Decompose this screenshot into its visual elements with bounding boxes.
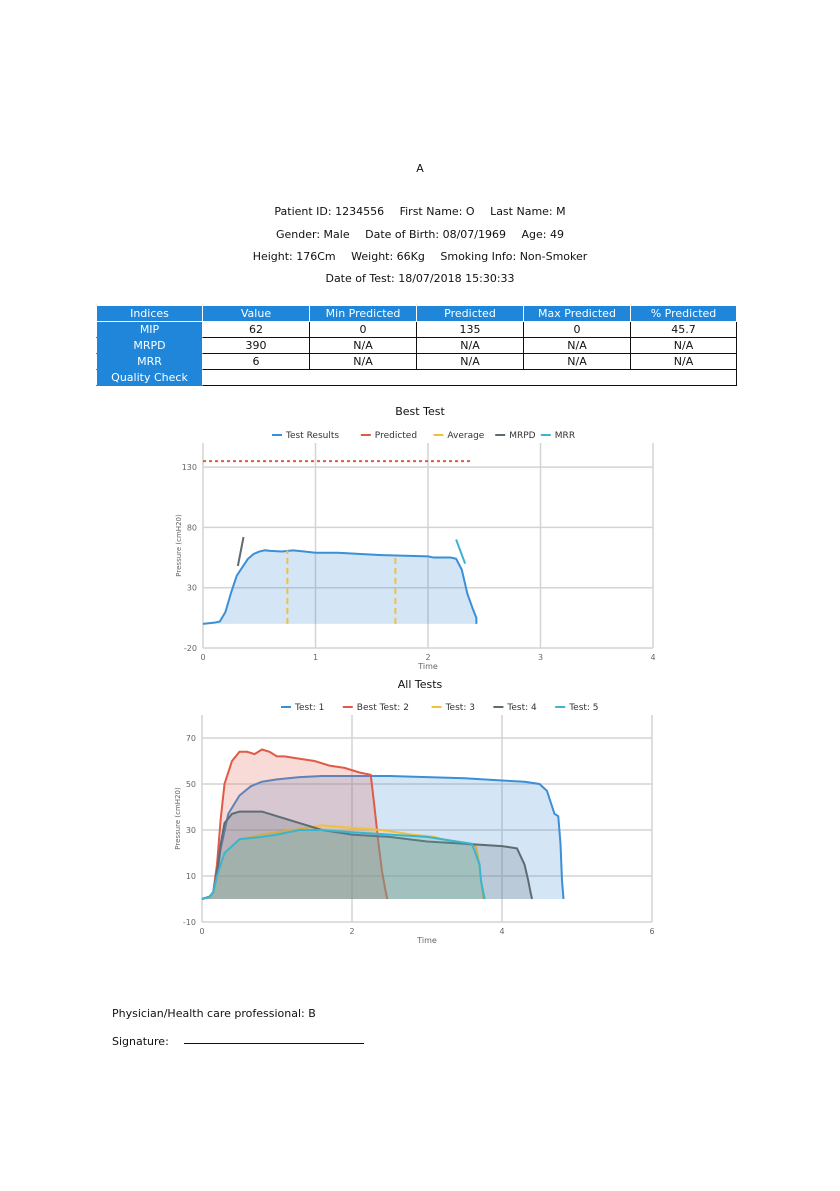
legend-label: Best Test: 2 [356, 703, 409, 713]
table-cell: N/A [631, 354, 737, 370]
table-cell: N/A [417, 338, 524, 354]
row-label: MRR [97, 354, 203, 370]
row-label: MRPD [97, 338, 203, 354]
y-tick-label: 30 [186, 583, 197, 593]
series-area-test-5 [202, 830, 485, 899]
header-predicted: Predicted [417, 306, 524, 322]
y-tick-label: -20 [183, 644, 197, 653]
patient-id: Patient ID: 1234556 [274, 205, 385, 218]
weight: Weight: 66Kg [351, 250, 425, 263]
patient-line-1 [0, 205, 840, 218]
table-cell: 6 [203, 354, 310, 370]
x-tick-label: 2 [349, 927, 355, 936]
physician-line: Physician/Health care professional: B [112, 1007, 316, 1020]
legend-label: Predicted [374, 431, 418, 441]
x-tick-label: 1 [312, 653, 319, 662]
header-value: Value [203, 306, 310, 322]
legend-label: Average [447, 431, 485, 441]
x-axis-label: Time [418, 662, 438, 671]
legend-label: MRR [554, 431, 576, 441]
indices-table [96, 305, 737, 386]
header-min-predicted: Min Predicted [310, 306, 417, 322]
age: Age: 49 [521, 228, 564, 241]
series-area-test-results [203, 550, 476, 624]
signature-line[interactable] [184, 1043, 364, 1044]
x-tick-label: 4 [650, 653, 656, 662]
x-tick-label: 0 [199, 927, 205, 936]
table-cell: 62 [203, 322, 310, 338]
patient-line-2 [0, 228, 840, 241]
smoking-info: Smoking Info: Non-Smoker [440, 250, 588, 263]
quality-check-cell [203, 370, 737, 386]
table-cell: 390 [203, 338, 310, 354]
row-label: Quality Check [97, 370, 203, 386]
x-axis-label: Time [417, 936, 437, 945]
y-tick-label: -10 [182, 918, 196, 927]
y-tick-label: 10 [185, 872, 196, 881]
table-cell: 135 [417, 322, 524, 338]
series-line-mrpd [238, 537, 244, 566]
report-title: A [416, 162, 424, 175]
date-of-test: Date of Test: 18/07/2018 15:30:33 [325, 272, 515, 285]
table-cell: 45.7 [631, 322, 737, 338]
table-cell: N/A [417, 354, 524, 370]
table-cell: N/A [524, 338, 631, 354]
table-row [97, 354, 737, 370]
header-max-predicted: Max Predicted [524, 306, 631, 322]
y-axis-label: Pressure (cmH20) [175, 514, 183, 577]
table-cell: N/A [631, 338, 737, 354]
signature-label: Signature: [112, 1035, 169, 1048]
x-tick-label: 2 [425, 653, 431, 662]
legend-label: Test: 4 [507, 703, 537, 713]
table-row [97, 338, 737, 354]
height: Height: 176Cm [252, 250, 336, 263]
table-cell: N/A [310, 338, 417, 354]
table-row-quality-check [97, 370, 737, 386]
table-cell: 0 [310, 322, 417, 338]
best-test-chart [0, 420, 840, 680]
y-tick-label: 50 [185, 780, 196, 789]
y-tick-label: 130 [181, 463, 197, 473]
date-of-birth: Date of Birth: 08/07/1969 [365, 228, 507, 241]
legend-label: Test: 5 [569, 703, 599, 713]
row-label: MIP [97, 322, 203, 338]
chart-title-best-test: Best Test [395, 405, 445, 418]
patient-line-3 [0, 250, 840, 263]
x-tick-label: 0 [200, 653, 206, 662]
header-indices: Indices [97, 306, 203, 322]
gender: Gender: Male [276, 228, 350, 241]
x-tick-label: 6 [649, 927, 655, 936]
y-axis-label: Pressure (cmH20) [174, 787, 182, 850]
patient-line-4 [0, 272, 840, 285]
x-tick-label: 3 [537, 653, 544, 662]
y-tick-label: 80 [186, 523, 197, 533]
legend-label: Test: 1 [295, 703, 325, 713]
last-name: Last Name: M [490, 205, 566, 218]
y-tick-label: 70 [185, 734, 196, 743]
table-cell: N/A [524, 354, 631, 370]
first-name: First Name: O [399, 205, 475, 218]
chart-title-all-tests: All Tests [397, 678, 443, 691]
legend-label: MRPD [509, 431, 536, 441]
table-row [97, 322, 737, 338]
legend-label: Test: 3 [445, 703, 475, 713]
all-tests-chart [0, 692, 840, 952]
y-tick-label: 30 [185, 826, 196, 835]
table-header-row [97, 306, 737, 322]
x-tick-label: 4 [499, 927, 505, 936]
legend-label: Test Results [286, 431, 340, 441]
header-percent-predicted: % Predicted [631, 306, 737, 322]
table-cell: N/A [310, 354, 417, 370]
table-cell: 0 [524, 322, 631, 338]
